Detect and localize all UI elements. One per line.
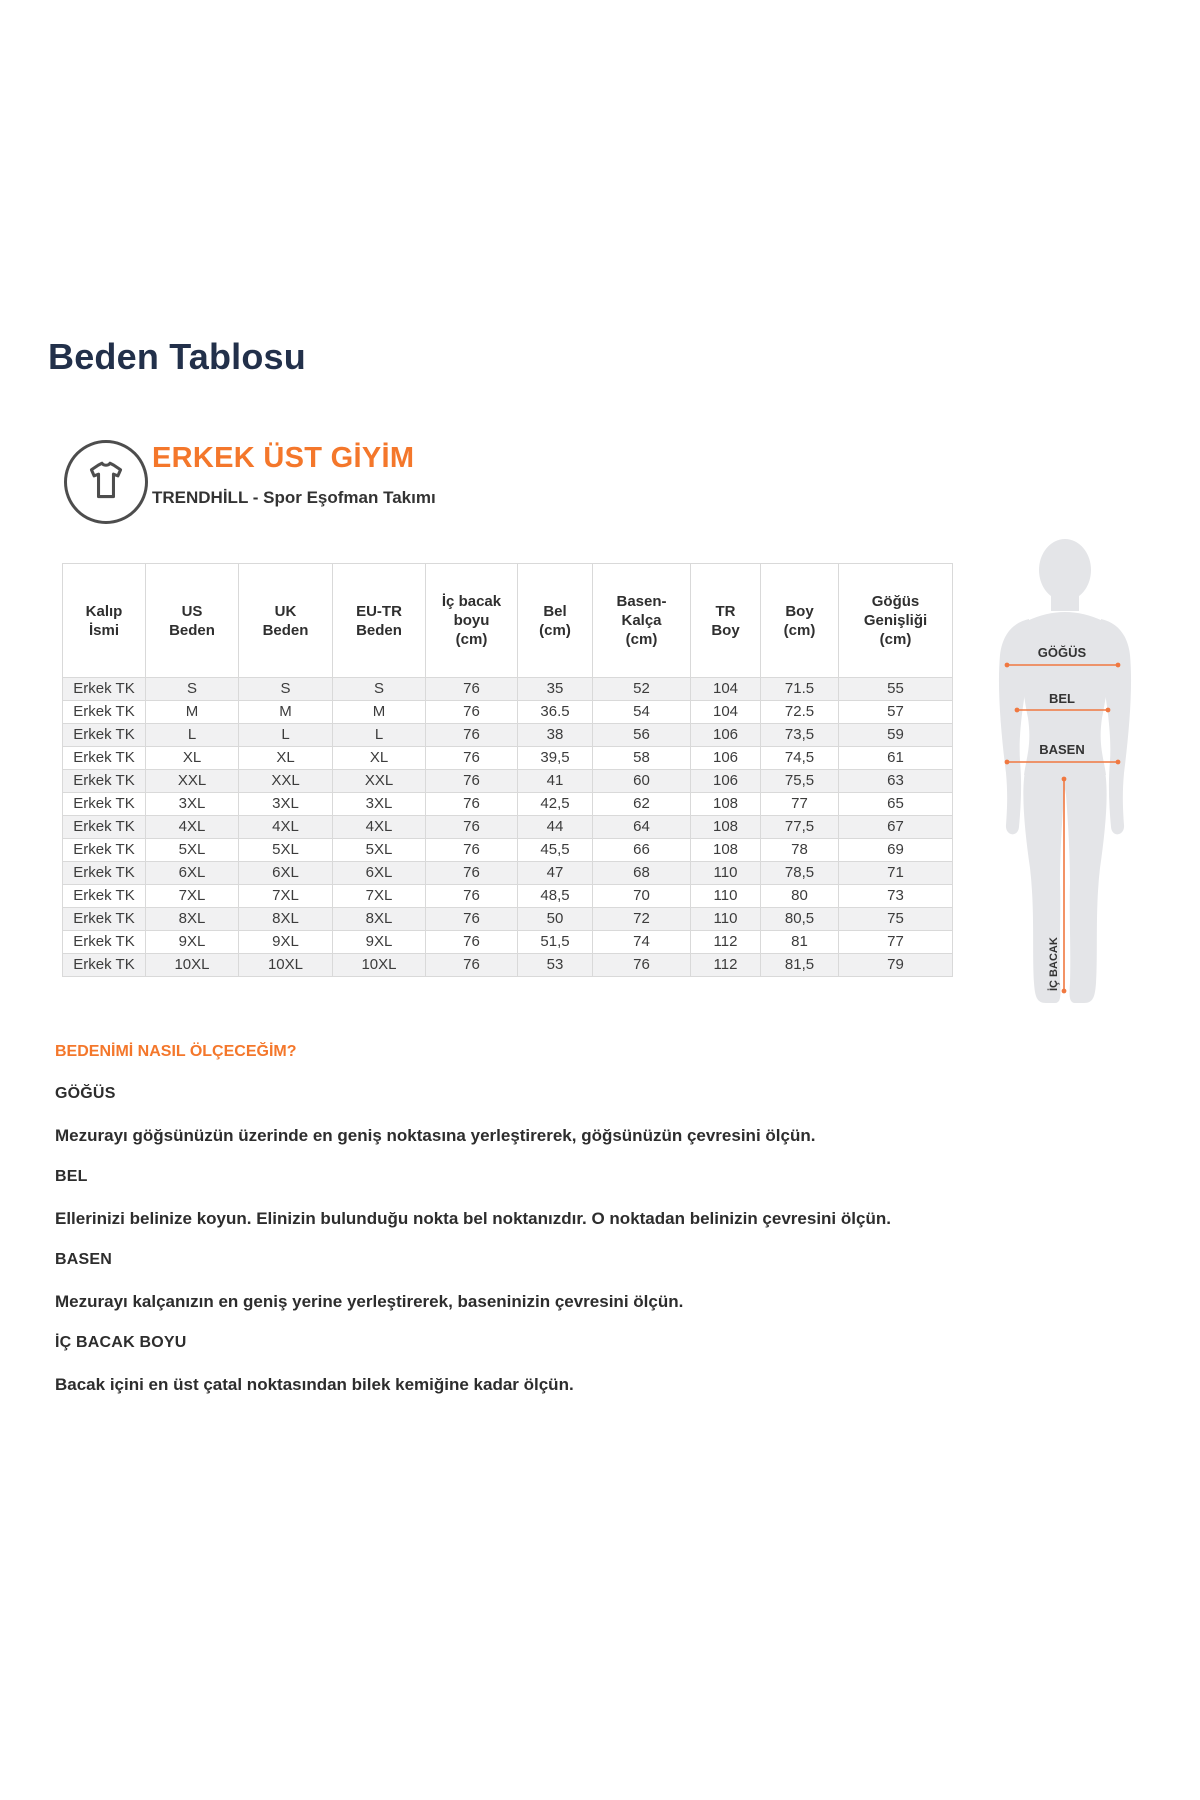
- table-cell: 68: [593, 862, 691, 885]
- table-row: [63, 816, 953, 839]
- table-cell: 42,5: [518, 793, 593, 816]
- table-cell: 76: [593, 954, 691, 977]
- table-cell: 112: [691, 931, 761, 954]
- table-row: [63, 908, 953, 931]
- table-cell: 76: [426, 862, 518, 885]
- table-cell: 4XL: [239, 816, 333, 839]
- table-cell: 104: [691, 701, 761, 724]
- table-cell: Erkek TK: [63, 839, 146, 862]
- table-row: [63, 839, 953, 862]
- size-table-body: [63, 678, 953, 977]
- table-cell: 75: [839, 908, 953, 931]
- table-cell: 106: [691, 770, 761, 793]
- column-header: Kalıp İsmi: [63, 564, 146, 678]
- table-cell: 9XL: [146, 931, 239, 954]
- table-cell: 8XL: [146, 908, 239, 931]
- table-cell: 77: [761, 793, 839, 816]
- table-cell: 110: [691, 885, 761, 908]
- table-cell: XXL: [146, 770, 239, 793]
- table-cell: 73: [839, 885, 953, 908]
- table-cell: Erkek TK: [63, 724, 146, 747]
- table-row: [63, 747, 953, 770]
- size-table: [62, 563, 953, 977]
- table-cell: 6XL: [239, 862, 333, 885]
- table-cell: M: [146, 701, 239, 724]
- table-row: [63, 678, 953, 701]
- table-row: [63, 885, 953, 908]
- table-cell: 67: [839, 816, 953, 839]
- body-measurement-figure: [965, 533, 1165, 1013]
- table-cell: 6XL: [333, 862, 426, 885]
- table-cell: Erkek TK: [63, 862, 146, 885]
- hip-label: BASEN: [1039, 742, 1085, 757]
- table-cell: 47: [518, 862, 593, 885]
- table-cell: 39,5: [518, 747, 593, 770]
- column-header: Göğüs Genişliği (cm): [839, 564, 953, 678]
- table-cell: XL: [146, 747, 239, 770]
- table-row: [63, 793, 953, 816]
- table-cell: 50: [518, 908, 593, 931]
- table-cell: 76: [426, 954, 518, 977]
- table-cell: 75,5: [761, 770, 839, 793]
- table-cell: 64: [593, 816, 691, 839]
- table-cell: Erkek TK: [63, 701, 146, 724]
- table-cell: Erkek TK: [63, 954, 146, 977]
- guide-text-chest: Mezurayı göğsünüzün üzerinde en geniş noktasına yerleştirerek, göğsünüzün çevresini ölçün.: [55, 1126, 816, 1145]
- table-cell: 51,5: [518, 931, 593, 954]
- table-cell: 106: [691, 747, 761, 770]
- table-cell: S: [146, 678, 239, 701]
- table-cell: S: [333, 678, 426, 701]
- table-cell: 76: [426, 701, 518, 724]
- table-cell: 63: [839, 770, 953, 793]
- table-cell: Erkek TK: [63, 678, 146, 701]
- table-cell: XXL: [333, 770, 426, 793]
- table-cell: 48,5: [518, 885, 593, 908]
- table-cell: XL: [333, 747, 426, 770]
- guide-heading-waist: BEL: [55, 1168, 88, 1185]
- column-header: UK Beden: [239, 564, 333, 678]
- table-row: [63, 954, 953, 977]
- table-cell: 79: [839, 954, 953, 977]
- guide-heading-inseam: İÇ BACAK BOYU: [55, 1334, 187, 1351]
- table-cell: S: [239, 678, 333, 701]
- table-cell: 45,5: [518, 839, 593, 862]
- table-cell: 9XL: [333, 931, 426, 954]
- table-cell: 66: [593, 839, 691, 862]
- table-cell: 10XL: [239, 954, 333, 977]
- table-cell: 76: [426, 747, 518, 770]
- table-cell: 58: [593, 747, 691, 770]
- table-cell: 38: [518, 724, 593, 747]
- table-cell: 3XL: [239, 793, 333, 816]
- guide-heading-hip: BASEN: [55, 1251, 113, 1268]
- table-cell: 56: [593, 724, 691, 747]
- table-cell: 52: [593, 678, 691, 701]
- table-cell: 76: [426, 816, 518, 839]
- table-cell: 6XL: [146, 862, 239, 885]
- table-cell: 36.5: [518, 701, 593, 724]
- table-cell: M: [333, 701, 426, 724]
- table-cell: L: [333, 724, 426, 747]
- table-cell: 80,5: [761, 908, 839, 931]
- table-cell: 7XL: [239, 885, 333, 908]
- table-cell: 54: [593, 701, 691, 724]
- column-header: US Beden: [146, 564, 239, 678]
- table-row: [63, 862, 953, 885]
- table-cell: Erkek TK: [63, 770, 146, 793]
- table-cell: 73,5: [761, 724, 839, 747]
- table-cell: 78: [761, 839, 839, 862]
- table-cell: 76: [426, 793, 518, 816]
- table-cell: Erkek TK: [63, 908, 146, 931]
- table-cell: Erkek TK: [63, 885, 146, 908]
- guide-text-waist: Ellerinizi belinize koyun. Elinizin bulunduğu nokta bel noktanızdır. O noktadan belinizin çevresini ölçün.: [55, 1209, 891, 1228]
- table-cell: 72: [593, 908, 691, 931]
- table-cell: 7XL: [146, 885, 239, 908]
- table-cell: Erkek TK: [63, 747, 146, 770]
- table-cell: 108: [691, 816, 761, 839]
- table-row: [63, 931, 953, 954]
- table-cell: 77,5: [761, 816, 839, 839]
- table-cell: 4XL: [146, 816, 239, 839]
- table-row: [63, 770, 953, 793]
- table-cell: 10XL: [146, 954, 239, 977]
- table-cell: 8XL: [333, 908, 426, 931]
- table-cell: 3XL: [146, 793, 239, 816]
- table-cell: 10XL: [333, 954, 426, 977]
- table-cell: 74: [593, 931, 691, 954]
- guide-title: BEDENİMİ NASIL ÖLÇECEĞİM?: [55, 1043, 297, 1060]
- size-table-container: [62, 563, 952, 977]
- table-cell: 7XL: [333, 885, 426, 908]
- table-cell: 35: [518, 678, 593, 701]
- table-cell: 5XL: [239, 839, 333, 862]
- table-cell: 59: [839, 724, 953, 747]
- table-cell: 55: [839, 678, 953, 701]
- table-cell: 76: [426, 678, 518, 701]
- category-title: ERKEK ÜST GİYİM: [152, 442, 415, 474]
- table-cell: Erkek TK: [63, 793, 146, 816]
- table-row: [63, 724, 953, 747]
- inseam-label: İÇ BACAK: [1048, 937, 1060, 991]
- table-cell: 104: [691, 678, 761, 701]
- table-cell: 70: [593, 885, 691, 908]
- table-cell: 3XL: [333, 793, 426, 816]
- chest-label: GÖĞÜS: [1037, 645, 1087, 660]
- table-cell: 76: [426, 724, 518, 747]
- size-table-header: [63, 564, 953, 678]
- table-cell: 60: [593, 770, 691, 793]
- table-cell: M: [239, 701, 333, 724]
- column-header: TR Boy: [691, 564, 761, 678]
- table-cell: Erkek TK: [63, 816, 146, 839]
- table-cell: 81: [761, 931, 839, 954]
- column-header: Boy (cm): [761, 564, 839, 678]
- table-cell: 71.5: [761, 678, 839, 701]
- column-header: İç bacak boyu (cm): [426, 564, 518, 678]
- table-cell: 80: [761, 885, 839, 908]
- table-cell: 106: [691, 724, 761, 747]
- table-cell: 41: [518, 770, 593, 793]
- table-cell: 76: [426, 839, 518, 862]
- table-cell: 61: [839, 747, 953, 770]
- table-row: [63, 701, 953, 724]
- guide-heading-chest: GÖĞÜS: [55, 1085, 116, 1102]
- table-cell: 9XL: [239, 931, 333, 954]
- page-title: Beden Tablosu: [48, 336, 306, 377]
- table-cell: 5XL: [333, 839, 426, 862]
- column-header: Basen-Kalça (cm): [593, 564, 691, 678]
- table-cell: 74,5: [761, 747, 839, 770]
- guide-text-inseam: Bacak içini en üst çatal noktasından bilek kemiğine kadar ölçün.: [55, 1375, 574, 1394]
- table-cell: 110: [691, 862, 761, 885]
- waist-label: BEL: [1049, 691, 1075, 706]
- table-cell: 81,5: [761, 954, 839, 977]
- table-cell: XL: [239, 747, 333, 770]
- table-cell: 71: [839, 862, 953, 885]
- table-cell: 108: [691, 793, 761, 816]
- table-cell: 76: [426, 908, 518, 931]
- table-cell: 53: [518, 954, 593, 977]
- column-header: Bel (cm): [518, 564, 593, 678]
- table-cell: Erkek TK: [63, 931, 146, 954]
- table-cell: 76: [426, 770, 518, 793]
- guide-text-hip: Mezurayı kalçanızın en geniş yerine yerleştirerek, baseninizin çevresini ölçün.: [55, 1292, 684, 1311]
- product-subtitle: TRENDHİLL - Spor Eşofman Takımı: [152, 488, 436, 507]
- table-cell: 57: [839, 701, 953, 724]
- male-silhouette: [999, 539, 1131, 1003]
- table-cell: XXL: [239, 770, 333, 793]
- table-cell: 8XL: [239, 908, 333, 931]
- table-cell: 112: [691, 954, 761, 977]
- table-cell: 110: [691, 908, 761, 931]
- table-cell: 77: [839, 931, 953, 954]
- table-cell: 76: [426, 931, 518, 954]
- table-cell: 108: [691, 839, 761, 862]
- table-cell: 69: [839, 839, 953, 862]
- column-header: EU-TR Beden: [333, 564, 426, 678]
- table-cell: 76: [426, 885, 518, 908]
- table-cell: L: [146, 724, 239, 747]
- table-cell: 4XL: [333, 816, 426, 839]
- table-cell: 72.5: [761, 701, 839, 724]
- table-cell: 44: [518, 816, 593, 839]
- table-cell: 5XL: [146, 839, 239, 862]
- measurement-guide: [55, 1042, 960, 1396]
- tshirt-icon: [64, 440, 148, 524]
- table-cell: L: [239, 724, 333, 747]
- table-cell: 65: [839, 793, 953, 816]
- table-cell: 78,5: [761, 862, 839, 885]
- table-cell: 62: [593, 793, 691, 816]
